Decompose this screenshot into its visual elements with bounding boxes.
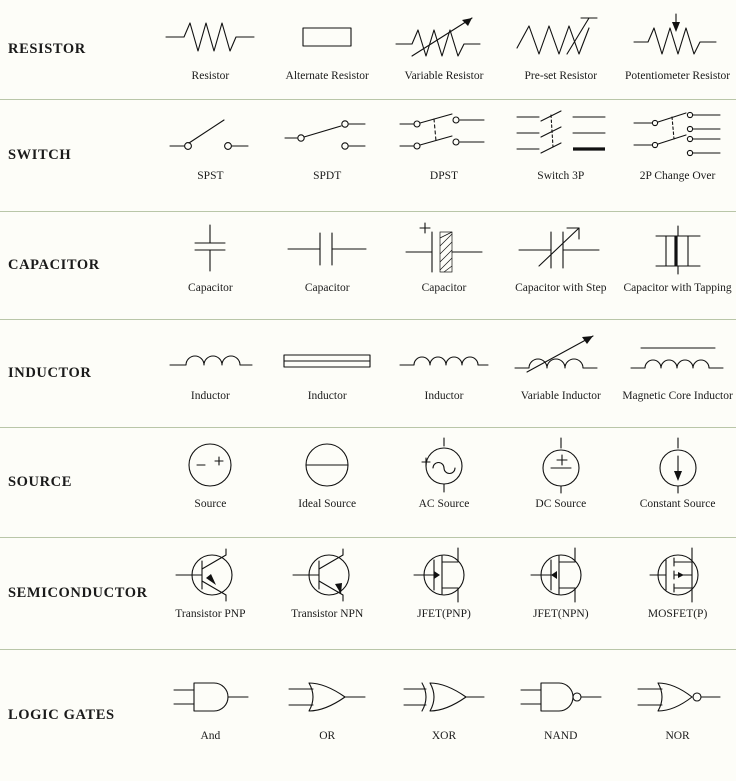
symbol-cell [269, 212, 386, 319]
symbol-label: Potentiometer Resistor [625, 70, 731, 82]
symbol-cell [152, 538, 269, 649]
resistor-zigzag-symbol [152, 8, 269, 66]
or-gate-symbol [269, 668, 386, 726]
symbol-cell [619, 650, 736, 781]
table-row-switch [0, 100, 736, 212]
symbol-label: SPDT [313, 170, 342, 182]
category-label-logic-gates: LOGIC GATES [8, 706, 115, 723]
transistor-pnp-symbol [152, 546, 269, 604]
mosfet-p-symbol [619, 546, 736, 604]
category-label-capacitor: CAPACITOR [8, 256, 100, 273]
ac-source-symbol [386, 436, 503, 494]
category-label-source: SOURCE [8, 473, 73, 490]
symbol-label: Variable Resistor [404, 70, 484, 82]
symbol-cell [269, 0, 386, 99]
capacitor-nonpolarized-symbol [269, 220, 386, 278]
transistor-npn-symbol [269, 546, 386, 604]
source-symbol [152, 436, 269, 494]
symbol-cell [386, 212, 503, 319]
symbol-cell [502, 428, 619, 537]
symbol-label: XOR [431, 730, 457, 742]
preset-resistor-symbol [502, 8, 619, 66]
symbol-label: Magnetic Core Inductor [622, 390, 733, 402]
symbol-label: Capacitor [421, 282, 467, 294]
symbol-label: Transistor NPN [291, 608, 364, 620]
symbol-label: 2P Change Over [639, 170, 716, 182]
capacitor-with-tapping-symbol [619, 220, 736, 278]
symbol-label: DPST [429, 170, 459, 182]
symbol-label: Capacitor with Tapping [623, 282, 732, 294]
category-label-inductor: INDUCTOR [8, 364, 92, 381]
symbol-cell [386, 428, 503, 537]
symbol-label: Capacitor with Step [515, 282, 607, 294]
category-label-switch: SWITCH [8, 146, 72, 163]
inductor-four-coil-symbol [386, 328, 503, 386]
symbol-cell [269, 650, 386, 781]
xor-gate-symbol [386, 668, 503, 726]
symbol-label: SPST [197, 170, 224, 182]
capacitor-symbol [152, 220, 269, 278]
symbol-cell [269, 320, 386, 427]
symbol-label: And [200, 730, 221, 742]
symbol-label: Constant Source [639, 498, 716, 510]
table-row-capacitor [0, 212, 736, 320]
symbol-label: Resistor [191, 70, 230, 82]
spst-switch-symbol [152, 108, 269, 166]
polarized-capacitor-symbol [386, 220, 503, 278]
symbol-label: Source [194, 498, 227, 510]
symbol-cell [152, 100, 269, 211]
variable-resistor-symbol [386, 8, 503, 66]
symbol-cell [619, 100, 736, 211]
and-gate-symbol [152, 668, 269, 726]
symbol-cell [152, 0, 269, 99]
table-row-logic-gates [0, 650, 736, 781]
symbol-cell [386, 650, 503, 781]
symbol-cell [269, 428, 386, 537]
dpst-switch-symbol [386, 108, 503, 166]
symbol-cell [619, 428, 736, 537]
capacitor-with-step-symbol [502, 220, 619, 278]
symbol-cell [386, 538, 503, 649]
symbol-cell [269, 100, 386, 211]
resistor-box-symbol [269, 8, 386, 66]
symbol-cell [502, 100, 619, 211]
symbol-cell [386, 320, 503, 427]
table-row-inductor [0, 320, 736, 428]
symbol-label: Alternate Resistor [285, 70, 369, 82]
symbol-cell [386, 0, 503, 99]
symbol-label: MOSFET(P) [647, 608, 708, 620]
potentiometer-resistor-symbol [619, 8, 736, 66]
magnetic-core-inductor-symbol [619, 328, 736, 386]
spdt-switch-symbol [269, 108, 386, 166]
nand-gate-symbol [502, 668, 619, 726]
category-label-semiconductor: SEMICONDUCTOR [8, 584, 148, 601]
symbol-cell [502, 650, 619, 781]
symbol-cell [619, 0, 736, 99]
table-row-semiconductor [0, 538, 736, 650]
dc-source-symbol [502, 436, 619, 494]
table-row-source [0, 428, 736, 538]
jfet-pnp-symbol [386, 546, 503, 604]
symbol-label: Capacitor [188, 282, 233, 294]
symbol-label: OR [319, 730, 336, 742]
symbol-label: Variable Inductor [520, 390, 601, 402]
inductor-coil-symbol [152, 328, 269, 386]
symbol-label: NAND [544, 730, 578, 742]
symbol-label: Inductor [307, 390, 347, 402]
symbol-label: Switch 3P [537, 170, 585, 182]
symbol-cell [269, 538, 386, 649]
symbol-label: JFET(NPN) [532, 608, 589, 620]
switch-3p-symbol [502, 108, 619, 166]
symbol-cell [152, 320, 269, 427]
symbol-cell [619, 538, 736, 649]
symbol-label: NOR [665, 730, 690, 742]
symbol-label: Pre-set Resistor [524, 70, 598, 82]
ideal-source-symbol [269, 436, 386, 494]
symbol-label: Inductor [424, 390, 464, 402]
category-label-resistor: RESISTOR [8, 40, 86, 57]
symbol-label: DC Source [535, 498, 587, 510]
symbol-cell [152, 212, 269, 319]
symbol-cell [502, 320, 619, 427]
symbol-label: AC Source [418, 498, 470, 510]
symbol-cell [152, 650, 269, 781]
two-pole-changeover-switch-symbol [619, 108, 736, 166]
table-row-resistor [0, 0, 736, 100]
symbol-cell [619, 212, 736, 319]
symbol-cell [152, 428, 269, 537]
symbol-cell [502, 212, 619, 319]
variable-inductor-symbol [502, 328, 619, 386]
symbol-cell [502, 0, 619, 99]
symbol-label: Capacitor [304, 282, 350, 294]
symbol-label: Transistor PNP [175, 608, 246, 620]
symbol-cell [386, 100, 503, 211]
symbol-cell [619, 320, 736, 427]
symbol-cell [502, 538, 619, 649]
symbol-label: Ideal Source [298, 498, 357, 510]
inductor-box-symbol [269, 328, 386, 386]
symbol-label: JFET(PNP) [417, 608, 471, 620]
constant-current-source-symbol [619, 436, 736, 494]
nor-gate-symbol [619, 668, 736, 726]
jfet-npn-symbol [502, 546, 619, 604]
symbol-label: Inductor [190, 390, 230, 402]
